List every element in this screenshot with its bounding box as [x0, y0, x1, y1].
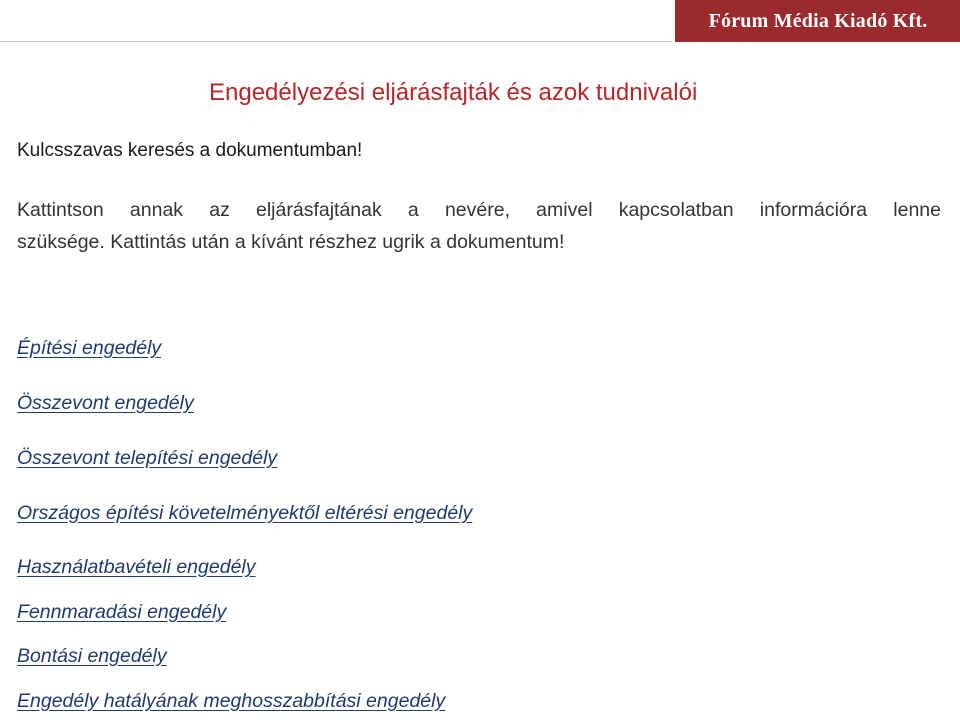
link-orszagos-eltteresi-engedely[interactable]: Országos építési követelményektől eltérési engedély [17, 502, 473, 524]
publisher-name: Fórum Média Kiadó Kft. [708, 9, 928, 32]
link-fennmaradasi-engedely[interactable]: Fennmaradási engedély [17, 601, 227, 623]
instructions-paragraph [17, 194, 941, 258]
publisher-banner [674, 0, 960, 42]
link-hasznalatbaveteli-engedely[interactable]: Használatbavételi engedély [17, 556, 256, 578]
link-bontasi-engedely[interactable]: Bontási engedély [17, 645, 167, 667]
header-divider [0, 41, 672, 42]
search-hint: Kulcsszavas keresés a dokumentumban! [17, 140, 363, 161]
link-hataly-meghosszabbitasi-engedely[interactable]: Engedély hatályának meghosszabbítási engedély [17, 690, 446, 712]
instructions-line-2: szüksége. Kattintás után a kívánt részhez ugrik a dokumentum! [17, 231, 565, 253]
page-title: Engedélyezési eljárásfajták és azok tudnivalói [209, 79, 698, 106]
link-epitesi-engedely[interactable]: Építési engedély [17, 337, 162, 359]
instructions-line-1: Kattintson annak az eljárásfajtának a nevére, amivel kapcsolatban információra lenne [17, 199, 941, 221]
link-osszevont-engedely[interactable]: Összevont engedély [17, 392, 194, 414]
link-osszevont-telepitesi-engedely[interactable]: Összevont telepítési engedély [17, 447, 278, 469]
